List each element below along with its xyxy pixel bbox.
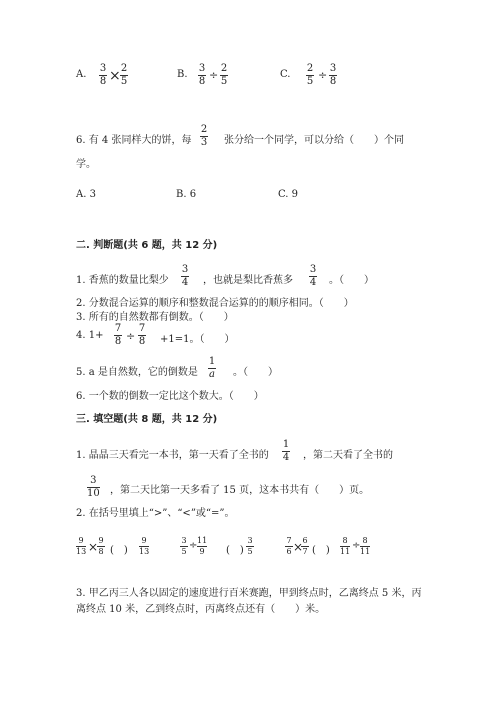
question-text: 。（ ） [329,275,374,286]
question-text: ，第二天看了全书的 [303,450,393,461]
option-b: B. 6 [176,189,197,200]
question-text: ，第二天比第一天多看了 15 页，这本书共有（ ）页。 [110,485,370,496]
fraction: 3 5 [247,536,253,556]
fraction: 2 5 [120,63,128,87]
fraction: 2 5 [306,63,314,87]
multiply-operator: × [88,540,99,554]
fraction: 3 4 [309,264,317,288]
fraction: 9 8 [98,536,104,556]
question-text: 5. a 是自然数，它的倒数是 [76,367,198,378]
divide-operator: ÷ [126,330,136,343]
question-text: 离终点 10 米，乙到终点时，丙离终点还有（ ）米。 [76,604,326,615]
fraction: 3 8 [329,63,337,87]
question-text: 。（ ） [233,367,278,378]
fraction: 2 3 [200,124,208,148]
fraction: 9 13 [139,536,150,556]
fraction: 7 8 [114,323,122,347]
multiply-operator: × [293,540,304,554]
divide-operator: ÷ [352,540,361,551]
fraction: 2 5 [220,63,228,87]
answer-blank[interactable]: ( ) [312,545,330,556]
question-text: 张分给一个同学，可以分给（ ）个同 [224,135,404,146]
question-text: 学。 [76,159,96,170]
question-text: 2. 在括号里填上“>”、“<”或“=”。 [76,508,235,519]
fraction: 7 8 [138,323,146,347]
multiply-operator: × [109,68,121,84]
divide-operator: ÷ [318,69,328,82]
question-text: 2. 分数混合运算的顺序和整数混合运算的的顺序相同。（ ） [76,298,354,309]
fraction: 3 8 [198,63,206,87]
fraction: 7 6 [286,536,292,556]
answer-blank[interactable]: ( ) [226,545,244,556]
section-heading: 二. 判断题(共 6 题，共 12 分) [76,240,218,251]
question-text: 1. 晶晶三天看完一本书，第一天看了全书的 [76,450,269,461]
question-text: 3. 所有的自然数都有倒数。（ ） [76,312,234,323]
answer-blank[interactable]: ( ) [110,545,128,556]
question-text: 1. 香蕉的数量比梨少 [76,275,169,286]
option-c-label: C. [280,69,291,80]
divide-operator: ÷ [189,540,198,551]
section-heading: 三. 填空题(共 8 题，共 12 分) [76,414,218,425]
fraction: 11 9 [197,536,208,556]
fraction: 6 7 [302,536,308,556]
fraction: 1 a [208,356,216,380]
question-text: +1=1。（ ） [160,334,235,345]
question-text: 4. 1+ [76,330,104,341]
question-text: ，也就是梨比香蕉多 [203,275,293,286]
option-a: A. 3 [76,189,96,200]
fraction: 8 11 [360,536,371,556]
fraction: 3 5 [181,536,187,556]
divide-operator: ÷ [209,69,219,82]
question-text: 6. 一个数的倒数一定比这个数大。（ ） [76,391,264,402]
fraction: 3 10 [87,475,100,499]
fraction: 3 8 [99,63,107,87]
question-text: 6. 有 4 张同样大的饼，每 [76,135,192,146]
option-c: C. 9 [278,189,299,200]
fraction: 9 13 [76,536,87,556]
fraction: 1 4 [282,439,290,463]
question-text: 3. 甲乙丙三人各以固定的速度进行百米赛跑，甲到终点时，乙离终点 5 米，丙 [76,588,422,599]
option-a-label: A. [76,69,87,80]
fraction: 8 11 [340,536,351,556]
option-b-label: B. [177,69,188,80]
fraction: 3 4 [181,264,189,288]
